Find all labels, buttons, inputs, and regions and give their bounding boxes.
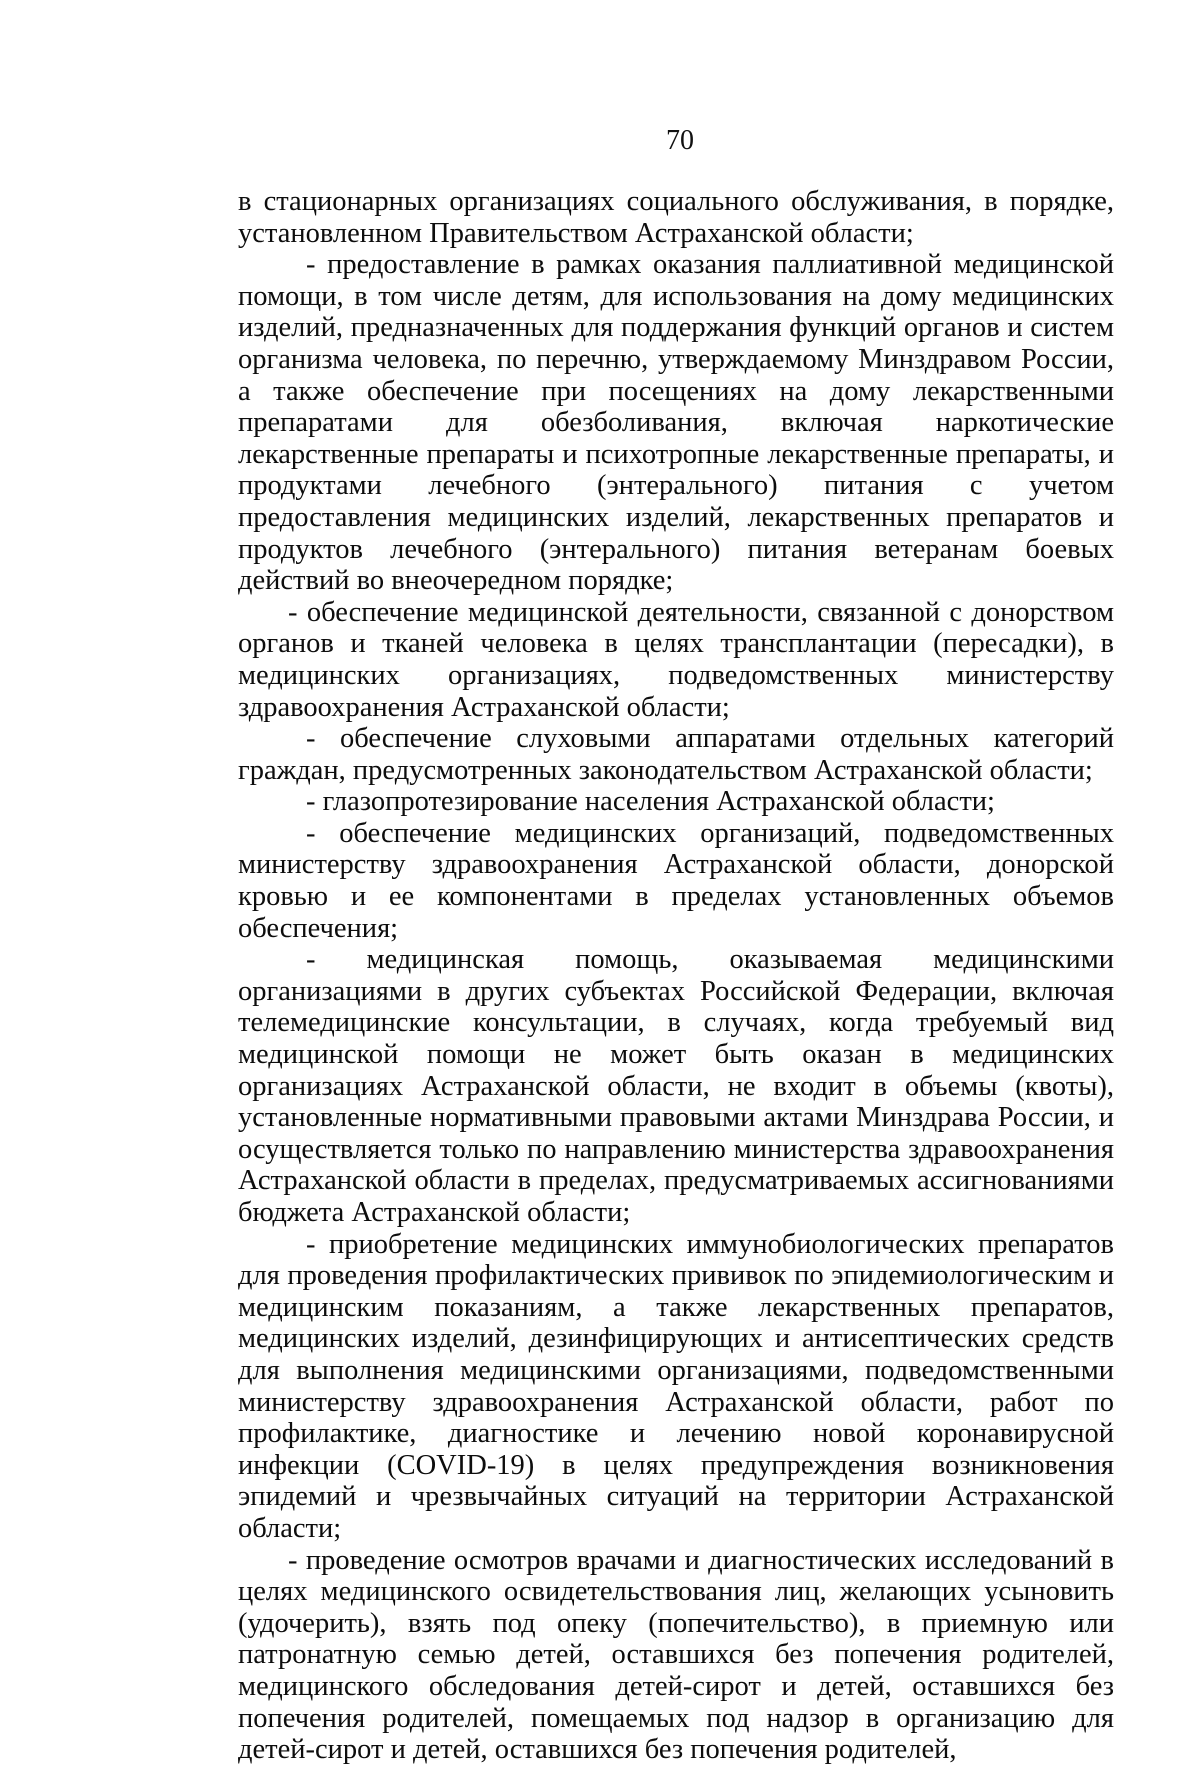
paragraph-2: - предоставление в рамках оказания паллиативной медицинской помощи, в том числе детям, для использования на дому медицинских изделий, предназначенных для поддержания функций органов и систем организма человека, по перечню, утверждаемому Минздравом России, а также обеспечение при посещениях на дому лекарственными препаратами для обезболивания, включая наркотические лекарственные препараты и психотропные лекарственные препараты, и продуктами лечебного (энтерального) питания с учетом предоставления медицинских изделий, лекарственных препаратов и продуктов лечебного (энтерального) питания ветеранам боевых действий во внеочередном порядке; [238, 249, 1114, 597]
paragraph-5: - глазопротезирование населения Астраханской области; [306, 786, 995, 818]
document-body [238, 186, 1114, 1766]
paragraph-9: - проведение осмотров врачами и диагностических исследований в целях медицинского освидетельствования лиц, желающих усыновить (удочерить), взять под опеку (попечительство), в приемную или патронатную семью детей, оставшихся без попечения родителей, медицинского обследования детей-сирот и детей, оставшихся без попечения родителей, помещаемых под надзор в организацию для детей-сирот и детей, оставшихся без попечения родителей, [238, 1544, 1114, 1766]
paragraph-7: - медицинская помощь, оказываемая медицинскими организациями в других субъектах Российской Федерации, включая телемедицинские консультации, в случаях, когда требуемый вид медицинской помощи не может быть оказан в медицинских организациях Астраханской области, не входит в объемы (квоты), установленные нормативными правовыми актами Минздрава России, и осуществляется только по направлению министерства здравоохранения Астраханской области в пределах, предусматриваемых ассигнованиями бюджета Астраханской области; [238, 944, 1114, 1228]
paragraph-4: - обеспечение слуховыми аппаратами отдельных категорий граждан, предусмотренных законодательством Астраханской области; [238, 723, 1114, 786]
page-number: 70 [666, 125, 694, 156]
paragraph-1: в стационарных организациях социального обслуживания, в порядке, установленном Правительством Астраханской области; [238, 186, 1114, 249]
paragraph-8: - приобретение медицинских иммунобиологических препаратов для проведения профилактических прививок по эпидемиологическим и медицинским показаниям, а также лекарственных препаратов, медицинских изделий, дезинфицирующих и антисептических средств для выполнения медицинскими организациями, подведомственными министерству здравоохранения Астраханской области, работ по профилактике, диагностике и лечению новой коронавирусной инфекции (COVID-19) в целях предупреждения возникновения эпидемий и чрезвычайных ситуаций на территории Астраханской области; [238, 1228, 1114, 1544]
paragraph-6: - обеспечение медицинских организаций, подведомственных министерству здравоохранения Астраханской области, донорской кровью и ее компонентами в пределах установленных объемов обеспечения; [238, 817, 1114, 944]
paragraph-3: - обеспечение медицинской деятельности, связанной с донорством органов и тканей человека в целях трансплантации (пересадки), в медицинских организациях, подведомственных министерству здравоохранения Астраханской области; [238, 596, 1114, 723]
